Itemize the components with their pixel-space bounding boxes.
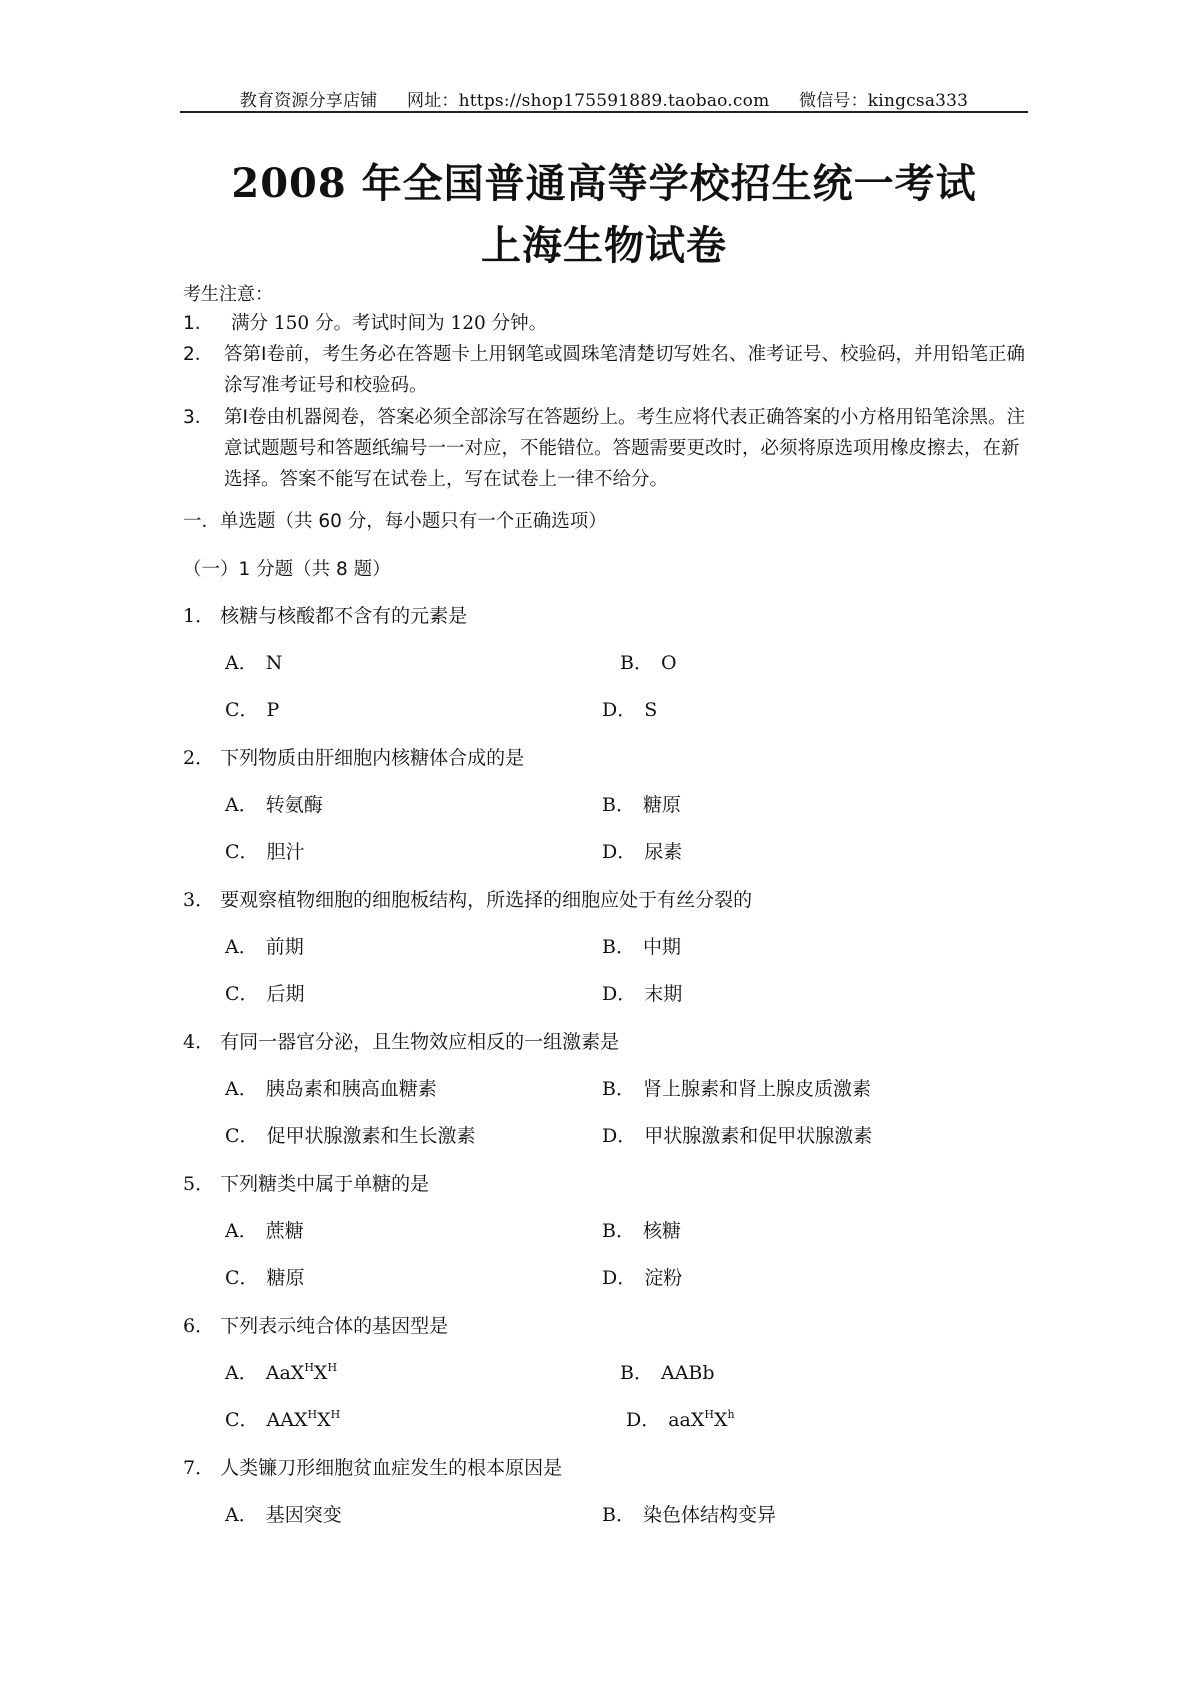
notice-item-text: 满分 150 分。考试时间为 120 分钟。: [231, 313, 548, 334]
option-b: B． 染色体结构变异: [602, 1504, 776, 1526]
option-b: B． AABb: [620, 1362, 715, 1384]
option-a: A． 蔗糖: [225, 1220, 304, 1242]
notice-item: [183, 339, 1031, 401]
notice-item-text: 答第Ⅰ卷前，考生务必在答题卡上用钢笔或圆珠笔清楚切写姓名、准考证号、校验码，并用铅笔正确涂写准考证号和校验码。: [224, 344, 1025, 396]
question-stem: [183, 1169, 429, 1196]
exam-title: 2008 年全国普通高等学校招生统一考试: [231, 160, 977, 207]
option-a: A． 转氨酶: [225, 794, 323, 816]
question-stem: [183, 1311, 448, 1338]
notice-item-number: 2．: [183, 344, 214, 365]
option-c: C． P: [225, 699, 280, 721]
question-number: 1．: [183, 605, 215, 627]
option-d: D． $aaX^HX^h$: [626, 1408, 735, 1431]
header-divider: [180, 111, 1028, 113]
question-text: 下列表示纯合体的基因型是: [220, 1315, 449, 1337]
notice-item: [183, 308, 1031, 339]
question-text: 人类镰刀形细胞贫血症发生的根本原因是: [220, 1457, 563, 1479]
option-b: B． 肾上腺素和肾上腺皮质激素: [602, 1078, 871, 1100]
exam-subtitle: 上海生物试卷: [481, 222, 727, 269]
question-stem: [183, 1027, 619, 1054]
option-c: C． $AAX^HX^H$: [225, 1408, 341, 1431]
option-d: D． 甲状腺激素和促甲状腺激素: [602, 1125, 873, 1147]
notice-item-number: 1.: [183, 313, 201, 334]
option-b: B． 中期: [602, 936, 681, 958]
question-number: 3．: [183, 889, 215, 911]
option-b: B． 核糖: [602, 1220, 681, 1242]
notice-item-number: 3．: [183, 407, 214, 428]
option-c: C． 糖原: [225, 1267, 305, 1289]
question-stem: [183, 1453, 562, 1480]
notice-item: [183, 402, 1031, 495]
section-heading: 一．单选题（共 60 分，每小题只有一个正确选项）: [183, 511, 607, 532]
option-b: B． 糖原: [602, 794, 681, 816]
option-d: D． 尿素: [602, 841, 683, 863]
option-a: A． $AaX^HX^H$: [225, 1361, 338, 1384]
option-d: D． 淀粉: [602, 1267, 683, 1289]
option-c: C． 后期: [225, 983, 305, 1005]
question-text: 要观察植物细胞的细胞板结构，所选择的细胞应处于有丝分裂的: [220, 889, 753, 911]
page-header: [180, 86, 1028, 111]
question-stem: [183, 743, 524, 770]
question-stem: [183, 885, 752, 912]
question-text: 下列糖类中属于单糖的是: [220, 1173, 430, 1195]
question-text: 核糖与核酸都不含有的元素是: [220, 605, 468, 627]
question-text: 有同一器官分泌，且生物效应相反的一组激素是: [220, 1031, 620, 1053]
option-b: B． O: [620, 652, 677, 674]
notice-heading: 考生注意：: [183, 284, 273, 305]
notice-item-text: 第Ⅰ卷由机器阅卷，答案必须全部涂写在答题纷上。考生应将代表正确答案的小方格用铅笔涂黑。注意试题题号和答题纸编号一一对应，不能错位。答题需要更改时，必须将原选项用橡皮擦去，在新选择。答案不能写在试卷上，写在试卷上一律不给分。: [224, 407, 1025, 490]
option-a: A． N: [225, 652, 283, 674]
subsection-heading: （一）1 分题（共 8 题）: [183, 559, 391, 580]
header-site-url: 网址：https://shop175591889.taobao.com: [407, 91, 770, 111]
option-a: A． 基因突变: [225, 1504, 342, 1526]
option-d: D． S: [602, 699, 658, 721]
option-c: C． 胆汁: [225, 841, 305, 863]
question-number: 4．: [183, 1031, 215, 1053]
header-wechat: 微信号：kingcsa333: [799, 91, 969, 111]
option-a: A． 胰岛素和胰高血糖素: [225, 1078, 437, 1100]
header-shop-name: 教育资源分享店铺: [239, 91, 378, 111]
option-c: C． 促甲状腺激素和生长激素: [225, 1125, 476, 1147]
question-number: 7．: [183, 1457, 215, 1479]
question-number: 5．: [183, 1173, 215, 1195]
option-a: A． 前期: [225, 936, 304, 958]
question-stem: [183, 601, 467, 628]
option-d: D． 末期: [602, 983, 683, 1005]
question-text: 下列物质由肝细胞内核糖体合成的是: [220, 747, 525, 769]
question-number: 2．: [183, 747, 215, 769]
question-number: 6．: [183, 1315, 215, 1337]
